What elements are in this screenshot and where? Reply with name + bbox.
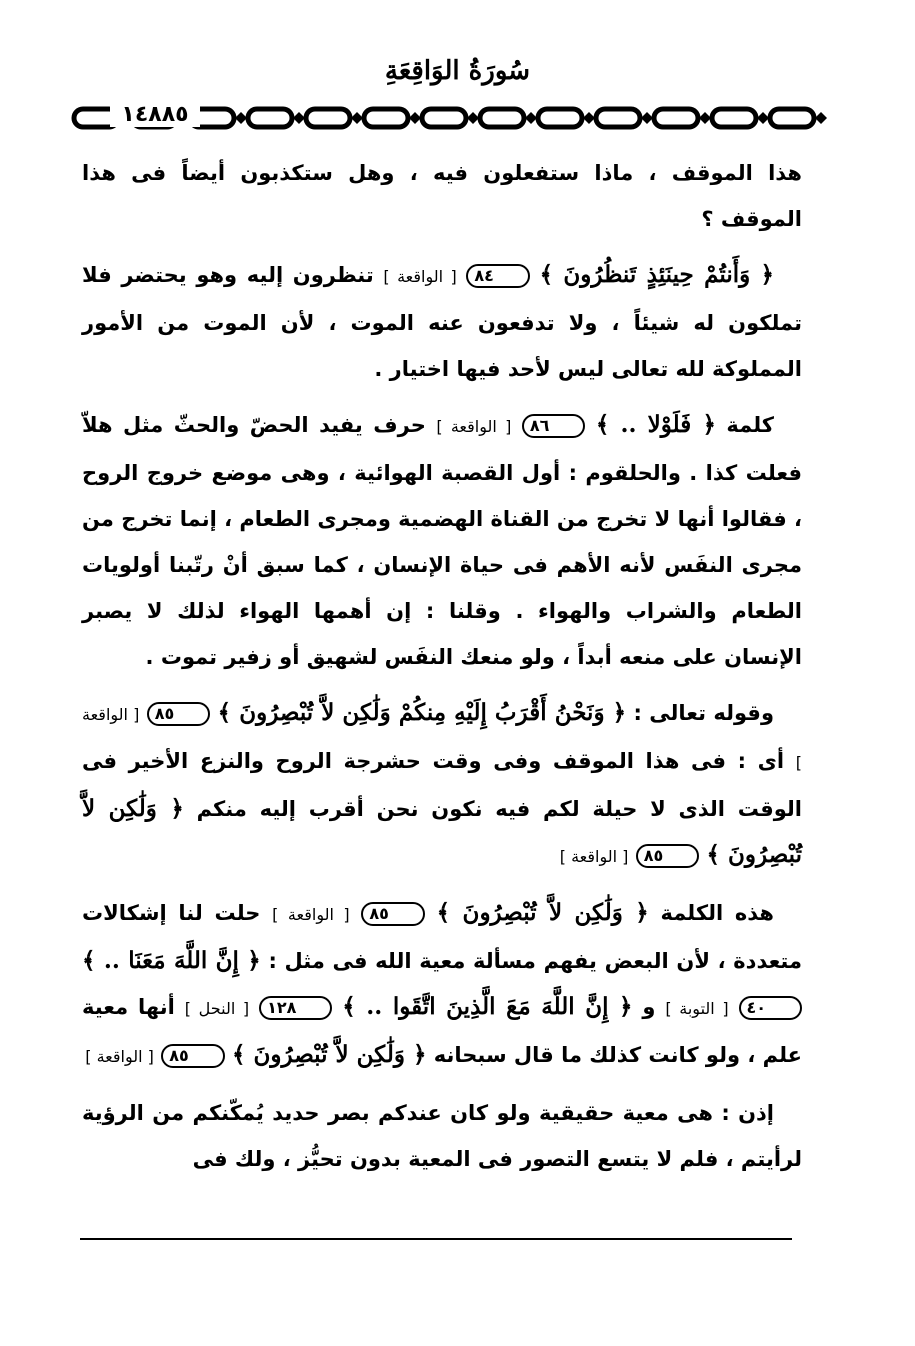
ayah-number: ٤٠ <box>739 996 803 1020</box>
paragraph-2 <box>82 252 802 392</box>
paragraph-text: أنها معية علم ، ولو كانت كذلك ما قال سبحانه <box>82 995 802 1067</box>
chain-diamond <box>409 112 421 124</box>
surah-reference: [ الواقعة ] <box>85 1047 154 1066</box>
chain-link <box>248 109 292 127</box>
paragraph-5 <box>82 890 802 1080</box>
chain-diamond <box>641 112 653 124</box>
chain-diamond <box>467 112 479 124</box>
chain-link <box>480 109 524 127</box>
surah-reference: [ الواقعة ] <box>82 705 802 772</box>
surah-reference: [ الواقعة ] <box>436 417 512 436</box>
chain-link <box>770 109 814 127</box>
paragraph-text: حرف يفيد الحضّ والحثّ مثل هلاّ فعلت كذا . والحلقوم : أول القصبة الهوائية ، وهى موضع خروج الروح ، فقالوا أنها لا تخرج من القناة الهضمية ومجرى الطعام ، إنما تخرج من مجرى النفَس لأنه الأهم فى حياة الإنسان ، كما سبق أنْ رتّبنا أولويات الطعام والشراب والهواء . وقلنا : إن أهمها الهواء لذلك لا يصبر الإنسان على منعه أبداً ، ولو منعك النفَس لشهيق أو زفير تموت . <box>82 413 802 669</box>
surah-title: سُورَةُ الوَاقِعَةِ <box>384 56 531 86</box>
paragraph-text: حلت لنا إشكالات متعددة ، لأن البعض يفهم مسألة معية الله فى مثل : <box>82 901 802 973</box>
quran-verse: ﴿ إِنَّ اللَّهَ مَعَنَا .. ﴾ <box>82 947 261 974</box>
surah-reference: [ الواقعة ] <box>272 905 350 924</box>
ayah-number: ٨٥ <box>161 1044 225 1068</box>
paragraph-text: أى : فى هذا الموقف وفى وقت حشرجة الروح والنزع الأخير فى الوقت الذى لا حيلة لكم فيه نكون نحن أقرب إليه منكم <box>82 749 802 821</box>
surah-reference: [ النحل ] <box>184 999 250 1018</box>
quran-verse: ﴿ وَلَٰكِن لاَّ تُبْصِرُونَ ﴾ <box>232 1041 427 1068</box>
ayah-number: ١٢٨ <box>259 996 332 1020</box>
conjunction: و <box>642 995 656 1019</box>
page-body <box>82 150 802 1192</box>
chain-diamond <box>525 112 537 124</box>
chain-link <box>654 109 698 127</box>
ayah-number: ٨٤ <box>466 264 530 288</box>
chain-link <box>596 109 640 127</box>
chain-diamond <box>757 112 769 124</box>
ayah-number: ٨٦ <box>522 414 586 438</box>
quran-verse: ﴿ فَلَوْلا .. ﴾ <box>595 411 716 438</box>
surah-reference: [ الواقعة ] <box>559 847 629 866</box>
chain-link <box>712 109 756 127</box>
quran-verse: ﴿ إِنَّ اللَّهَ مَعَ الَّذِينَ اتَّقَوا .. ﴾ <box>342 993 633 1020</box>
chain-diamond <box>815 112 827 124</box>
paragraph-4 <box>82 690 802 880</box>
chain-link <box>306 109 350 127</box>
quran-verse: ﴿ وَنَحْنُ أَقْرَبُ إِلَيْهِ مِنكُمْ وَلَٰكِن لاَّ تُبْصِرُونَ ﴾ <box>217 699 627 726</box>
paragraph-text: إذن : هى معية حقيقية ولو كان عندكم بصر حديد يُمكّنكم من الرؤية لرأيتم ، فلم لا يتسع التصور فى المعية بدون تحيُّز ، ولك فى <box>82 1101 802 1171</box>
chain-diamond <box>351 112 363 124</box>
ayah-number: ٨٥ <box>361 902 425 926</box>
paragraph-1 <box>82 150 802 242</box>
page-number: ١٤٨٨٥ <box>110 102 200 127</box>
quran-verse: ﴿ وَأَنتُمْ حِينَئِذٍ تَنظُرُونَ ﴾ <box>539 261 775 288</box>
quran-verse: ﴿ وَلَٰكِن لاَّ تُبْصِرُونَ ﴾ <box>436 899 649 926</box>
paragraph-3 <box>82 402 802 680</box>
paragraph-lead: وقوله تعالى : <box>633 701 774 725</box>
paragraph-6 <box>82 1090 802 1182</box>
ayah-number: ٨٥ <box>147 702 211 726</box>
paragraph-lead: هذه الكلمة <box>660 901 774 925</box>
chain-link <box>538 109 582 127</box>
paragraph-text: تنظرون إليه وهو يحتضر فلا تملكون له شيئاً ، ولا تدفعون عنه الموت ، لأن الموت من الأمور المملوكة لله تعالى ليس لأحد فيها اختيار . <box>82 263 802 381</box>
footer-rule <box>80 1238 792 1240</box>
chain-link <box>422 109 466 127</box>
chain-diamond <box>293 112 305 124</box>
chain-diamond <box>235 112 247 124</box>
ayah-number: ٨٥ <box>636 844 700 868</box>
paragraph-text: هذا الموقف ، ماذا ستفعلون فيه ، وهل ستكذبون أيضاً فى هذا الموقف ؟ <box>82 161 802 231</box>
chain-diamond <box>699 112 711 124</box>
surah-reference: [ التوبة ] <box>665 999 729 1018</box>
chain-link <box>364 109 408 127</box>
surah-reference: [ الواقعة ] <box>383 267 457 286</box>
chain-diamond <box>583 112 595 124</box>
paragraph-lead: كلمة <box>726 413 775 437</box>
quran-verse: ﴿ وَلَٰكِن لاَّ تُبْصِرُونَ ﴾ <box>82 795 802 868</box>
